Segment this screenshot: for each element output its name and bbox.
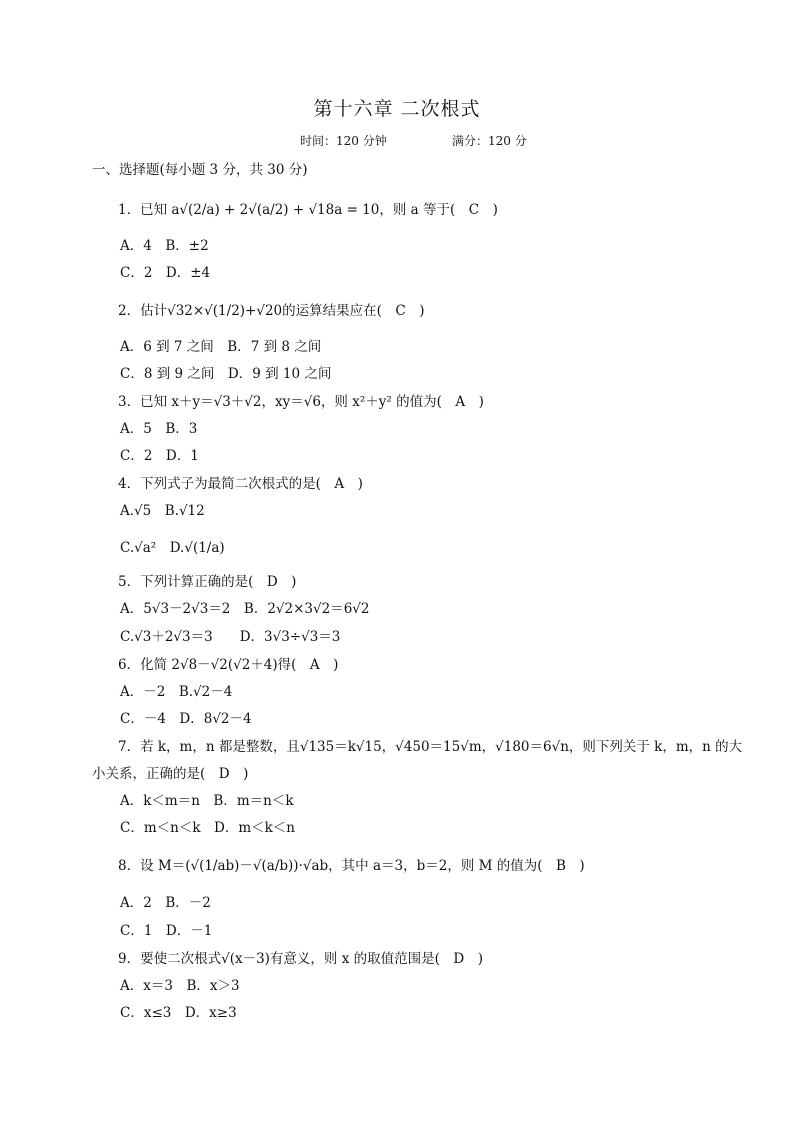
page-title: 第十六章 二次根式 (313, 98, 481, 120)
question-6-options-1: A．－2 B.√2－4 (120, 684, 233, 700)
question-2-options-2: C．8 到 9 之间 D．9 到 10 之间 (120, 366, 332, 382)
question-7-options-2: C．m＜n＜k D．m＜k＜n (120, 820, 296, 836)
question-7-options-1: A．k＜m＝n B．m＝n＜k (120, 793, 294, 809)
question-4-options-1: A.√5 B.√12 (120, 503, 205, 519)
question-3-options-2: C．2 D．1 (120, 448, 199, 464)
question-2-options-1: A．6 到 7 之间 B．7 到 8 之间 (120, 339, 322, 355)
question-4: 4．下列式子为最简二次根式的是( A ) (118, 476, 363, 492)
exam-time: 时间：120 分钟 (300, 134, 387, 148)
question-5: 5．下列计算正确的是( D ) (118, 574, 297, 590)
question-9-options-2: C．x≤3 D．x≥3 (120, 1005, 237, 1021)
question-1-options-1: A．4 B．±2 (120, 238, 209, 254)
question-6-options-2: C．－4 D．8√2－4 (120, 711, 252, 727)
question-7-continuation: 小关系，正确的是( D ) (92, 766, 249, 782)
question-6: 6．化简 2√8－√2(√2＋4)得( A ) (118, 657, 339, 673)
question-3: 3．已知 x＋y＝√3＋√2，xy＝√6，则 x²＋y² 的值为( A ) (118, 394, 484, 410)
question-8-options-1: A．2 B．－2 (120, 895, 211, 911)
question-5-options-1: A．5√3－2√3＝2 B．2√2×3√2＝6√2 (120, 601, 370, 617)
question-1: 1．已知 a√(2/a) + 2√(a/2) + √18a = 10，则 a 等于( C ) (118, 202, 498, 218)
question-8-options-2: C．1 D．－1 (120, 923, 213, 939)
question-9: 9．要使二次根式√(x－3)有意义，则 x 的取值范围是( D ) (118, 951, 483, 967)
question-5-options-2: C.√3＋2√3＝3 D．3√3÷√3＝3 (120, 629, 341, 645)
exam-score: 满分：120 分 (452, 134, 527, 148)
question-4-options-2: C.√a² D.√(1/a) (120, 540, 225, 556)
question-1-options-2: C．2 D．±4 (120, 265, 211, 281)
question-7: 7．若 k，m，n 都是整数，且√135＝k√15，√450＝15√m，√180＝6√n，则下列关于 k，m，n 的大 (118, 739, 743, 755)
question-9-options-1: A．x＝3 B．x＞3 (120, 978, 240, 994)
question-8: 8．设 M＝(√(1/ab)－√(a/b))·√ab，其中 a＝3，b＝2，则 M 的值为( B ) (118, 858, 585, 874)
section-heading: 一、选择题(每小题 3 分，共 30 分) (92, 162, 308, 178)
question-3-options-1: A．5 B．3 (120, 421, 198, 437)
question-2: 2．估计√32×√(1/2)+√20的运算结果应在( C ) (118, 303, 425, 319)
